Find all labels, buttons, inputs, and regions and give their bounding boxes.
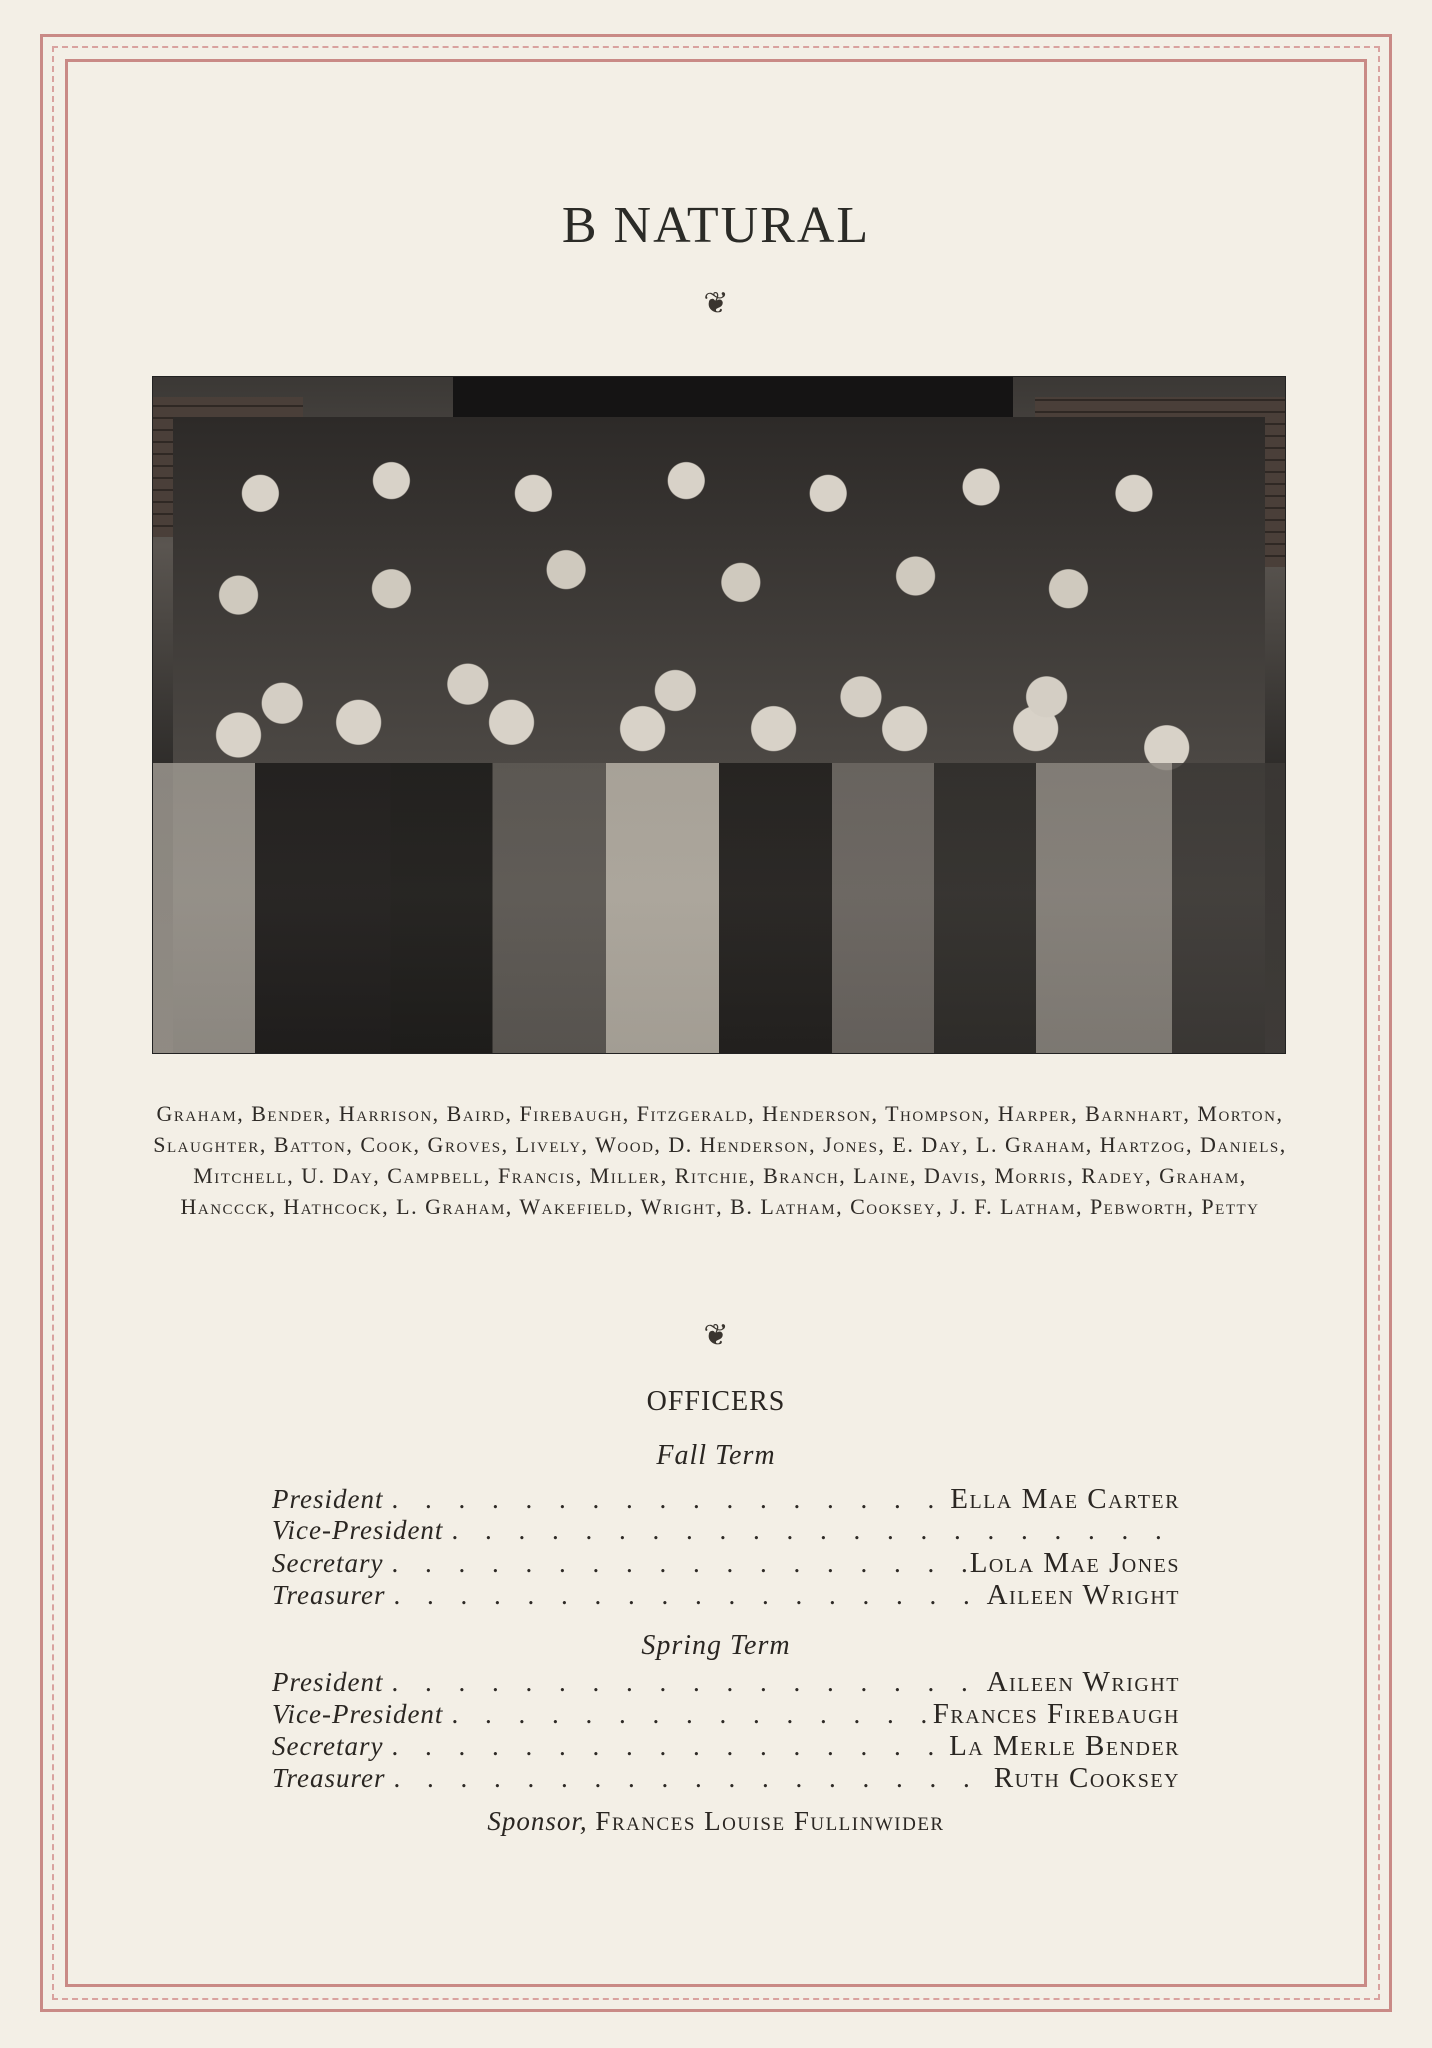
officer-row	[272, 1483, 1180, 1515]
fall-term-heading: Fall Term	[656, 1440, 776, 1471]
officer-row	[272, 1515, 1180, 1547]
officer-role: Vice-President	[272, 1699, 444, 1729]
leader-dots	[443, 1515, 1180, 1546]
leader-dots	[383, 1484, 950, 1515]
leader-dots	[386, 1763, 994, 1794]
leader-dots	[383, 1731, 949, 1762]
officers-heading: OFFICERS	[646, 1386, 786, 1417]
officer-row	[272, 1666, 1180, 1698]
officer-role: Vice-President	[272, 1515, 444, 1545]
officer-row	[272, 1698, 1180, 1730]
leader-dots	[443, 1699, 932, 1730]
sponsor-label: Sponsor,	[487, 1806, 588, 1836]
officer-role: Secretary	[272, 1548, 384, 1578]
officer-row	[272, 1579, 1180, 1611]
sponsor-line	[0, 1806, 1432, 1837]
leader-dots	[383, 1667, 986, 1698]
officer-name: Lola Mae Jones	[969, 1547, 1180, 1579]
officer-name: La Merle Bender	[949, 1730, 1180, 1762]
officer-name: Ruth Cooksey	[993, 1762, 1180, 1794]
ornament-icon: ❦	[703, 1319, 729, 1352]
officer-row	[272, 1762, 1180, 1794]
officer-name: Ella Mae Carter	[950, 1483, 1180, 1515]
officer-role: Secretary	[272, 1731, 384, 1761]
ornament-icon: ❦	[703, 287, 729, 320]
group-photo	[152, 376, 1286, 1054]
officer-role: Treasurer	[272, 1580, 386, 1610]
front-row	[153, 763, 1285, 1053]
officer-name: Frances Firebaugh	[932, 1698, 1180, 1730]
officer-role: Treasurer	[272, 1763, 386, 1793]
officer-row	[272, 1730, 1180, 1762]
spring-term-heading: Spring Term	[641, 1630, 791, 1661]
officer-role: President	[272, 1667, 384, 1697]
sponsor-name: Frances Louise Fullinwider	[595, 1806, 945, 1836]
officer-name: Aileen Wright	[986, 1579, 1180, 1611]
leader-dots	[383, 1548, 969, 1579]
officer-row	[272, 1547, 1180, 1579]
member-names: Graham, Bender, Harrison, Baird, Firebaugh, Fitzgerald, Henderson, Thompson, Harper, Barnhart, Morton, Slaughter, Batton, Cook, Groves, Lively, Wood, D. Henderson, Jones, E. Day, L. Graham, Hartzog, Daniels, Mitchell, U. Day, Campbell, Francis, Miller, Ritchie, Branch, Laine, Davis, Morris, Radey, Graham, Hanccck, Hathcock, L. Graham, Wakefield, Wright, B. Latham, Cooksey, J. F. Latham, Pebworth, Petty	[153, 1101, 1287, 1219]
page-title: B NATURAL	[561, 197, 871, 254]
officer-role: President	[272, 1484, 384, 1514]
leader-dots	[386, 1580, 987, 1611]
officer-name: Aileen Wright	[986, 1666, 1180, 1698]
